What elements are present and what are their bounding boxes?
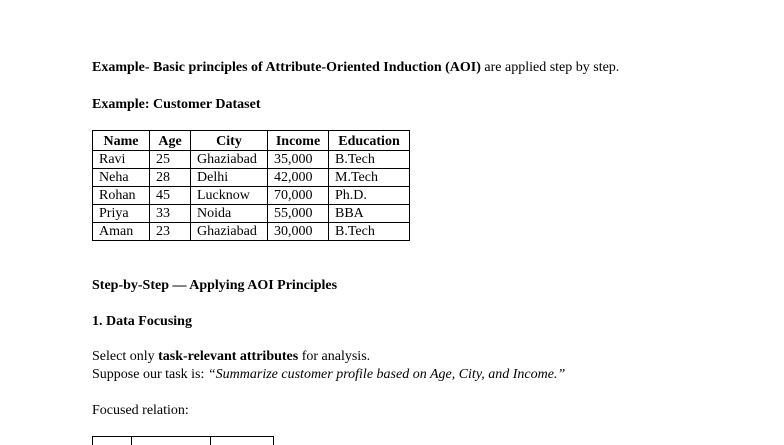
cell-income: 30,000 [268,223,329,241]
cell-age: 45 [150,187,191,205]
cell-name: Ravi [93,151,150,169]
dataset-title-text: Example: Customer Dataset [92,97,261,112]
cell-income: 35,000 [268,151,329,169]
table-row [93,223,410,241]
suppose-line [92,366,565,384]
customer-table [92,130,410,241]
cell-age: 33 [150,205,191,223]
table-border [92,437,93,445]
cell-education: BBA [329,205,410,223]
cell-name: Priya [93,205,150,223]
dataset-title [92,96,261,114]
steps-heading-text: Step-by-Step — Applying AOI Principles [92,278,338,293]
cell-education: B.Tech [329,151,410,169]
cell-income: 42,000 [268,169,329,187]
suppose-italic: “Summarize customer profile based on Age, City, and Income.” [207,367,566,382]
section1-heading [92,313,192,331]
header-education: Education [329,131,410,151]
intro-paragraph [92,59,619,77]
section1-heading-text: 1. Data Focusing [92,314,192,329]
select-line [92,348,370,366]
cell-income: 55,000 [268,205,329,223]
table-border [210,437,211,445]
steps-heading [92,277,337,295]
table-border [131,437,132,445]
cell-city: Delhi [191,169,268,187]
focused-relation-label: Focused relation: [92,403,189,418]
cell-education: Ph.D. [329,187,410,205]
header-income: Income [268,131,329,151]
cell-age: 25 [150,151,191,169]
select-bold: task-relevant attributes [158,349,299,364]
select-suffix: for analysis. [298,349,371,364]
intro-rest: are applied step by step. [480,60,620,75]
cell-city: Ghaziabad [191,151,268,169]
table-row [93,205,410,223]
table-header-row [93,131,410,151]
cell-age: 23 [150,223,191,241]
cell-city: Noida [191,205,268,223]
cell-education: B.Tech [329,223,410,241]
table-row [93,151,410,169]
cell-name: Rohan [93,187,150,205]
table-border [273,437,274,445]
intro-bold: Example- Basic principles of Attribute-Oriented Induction (AOI) [92,60,481,75]
cell-name: Neha [93,169,150,187]
cell-city: Ghaziabad [191,223,268,241]
select-prefix: Select only [92,349,159,364]
header-name: Name [93,131,150,151]
cell-education: M.Tech [329,169,410,187]
cell-income: 70,000 [268,187,329,205]
table-row [93,169,410,187]
cell-age: 28 [150,169,191,187]
header-city: City [191,131,268,151]
suppose-prefix: Suppose our task is: [92,367,208,382]
header-age: Age [150,131,191,151]
cell-city: Lucknow [191,187,268,205]
table-row [93,187,410,205]
cell-name: Aman [93,223,150,241]
